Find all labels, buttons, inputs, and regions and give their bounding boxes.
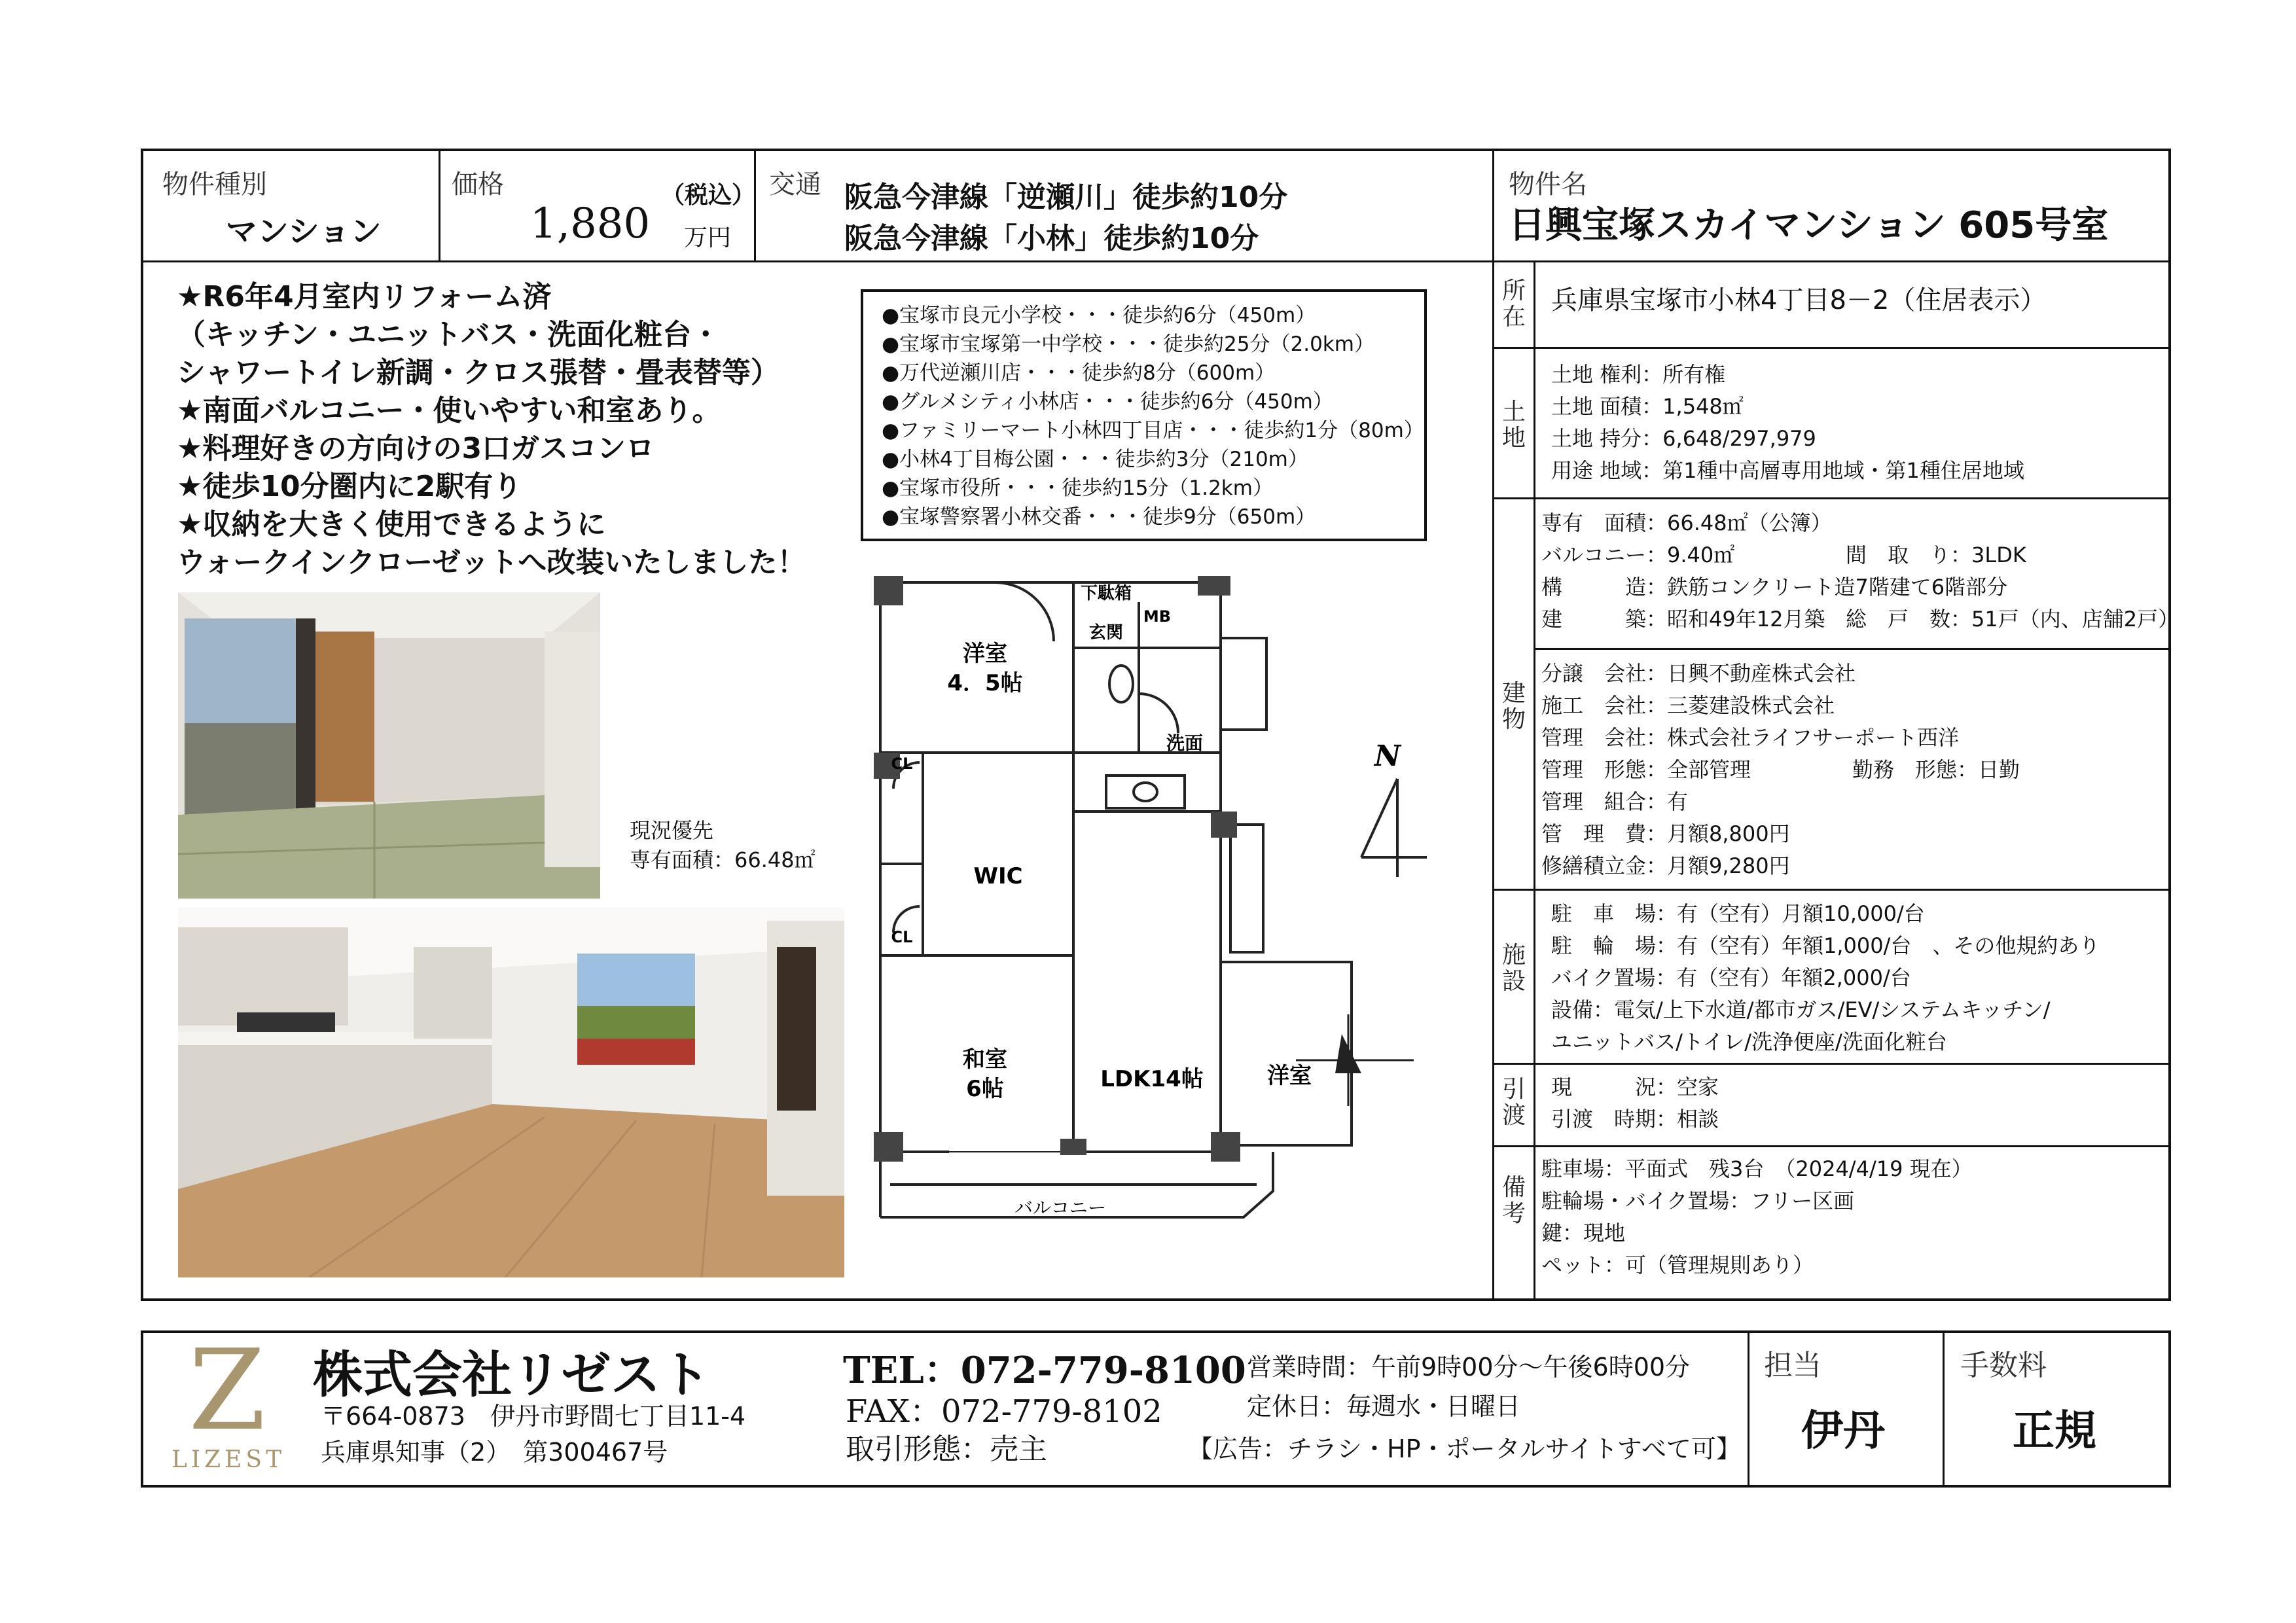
remarks-line: 駐輪場・バイク置場：フリー区画	[1541, 1188, 1855, 1213]
nearby-item: ●宝塚市良元小学校・・・徒歩約6分（450m）	[882, 304, 1316, 327]
room-label: 洋室	[963, 641, 1007, 667]
handover-line: 現 況：空家	[1551, 1075, 1719, 1099]
logo-letter: Z	[188, 1326, 266, 1455]
compass-label: N	[1374, 740, 1401, 773]
land-label: 土 地	[1501, 399, 1526, 452]
feature-line: ★R6年4月室内リフォーム済	[177, 280, 552, 313]
company-address: 〒664-0873 伊丹市野間七丁目11-4	[321, 1402, 746, 1431]
staff-label: 担当	[1764, 1349, 1821, 1382]
company-license: 兵庫県知事（2） 第300467号	[321, 1438, 668, 1467]
facility-block	[1551, 898, 2100, 1058]
handover-label: 引 渡	[1501, 1076, 1526, 1129]
building-line: 施工 会社：三菱建設株式会社	[1541, 693, 1835, 718]
facility-line: 設備：電気/上下水道/都市ガス/EV/システムキッチン/	[1551, 997, 2051, 1022]
remarks-block	[1541, 1153, 1973, 1281]
units-value: 総 戸 数：51戸（内、店舗2戸）	[1846, 607, 2179, 632]
name-label: 物件名	[1509, 169, 1587, 200]
trade-type: 取引形態：売主	[846, 1433, 1047, 1466]
land-line: 土地 面積：1,548㎡	[1551, 394, 1744, 419]
features-block	[177, 278, 806, 582]
nearby-item: ●万代逆瀬川店・・・徒歩約8分（600m）	[882, 361, 1276, 385]
building-line: 管理 形態：全部管理	[1541, 757, 1751, 782]
photo-ldk	[178, 908, 844, 1277]
location-label: 所 在	[1501, 277, 1526, 330]
building-line: 構 造：鉄筋コンクリート造7階建て6階部分	[1541, 575, 2008, 599]
divider	[141, 260, 2171, 262]
building-line: 修繕積立金：月額9,280円	[1541, 853, 1790, 878]
feature-line: シャワートイレ新調・クロス張替・畳表替等）	[177, 356, 780, 389]
location-value: 兵庫県宝塚市小林4丁目8－2（住居表示）	[1551, 285, 2047, 315]
feature-line: ★南面バルコニー・使いやすい和室あり。	[177, 394, 721, 427]
nearby-item: ●宝塚市役所・・・徒歩約15分（1.2km）	[882, 476, 1273, 500]
room-label: 下駄箱	[1080, 584, 1132, 603]
photo-note-2: 専有面積：66.48㎡	[630, 847, 816, 872]
staff-value: 伊丹	[1801, 1407, 1885, 1455]
room-label: 4．5帖	[947, 670, 1023, 696]
company-name: 株式会社リゼスト	[313, 1346, 711, 1404]
feature-line: ★料理好きの方向けの3口ガスコンロ	[177, 432, 655, 465]
room-label: CL	[891, 755, 913, 773]
feature-line: ★収納を大きく使用できるように	[177, 508, 606, 541]
price-unit: 万円	[684, 224, 732, 251]
nearby-box	[861, 289, 1427, 541]
room-label: 玄関	[1088, 623, 1124, 643]
divider	[1943, 1330, 1945, 1488]
facility-label: 施 設	[1501, 942, 1526, 995]
facility-line: 駐 輪 場：有（空有）年額1,000/台 、その他規約あり	[1551, 933, 2100, 958]
price-value: 1,880	[530, 200, 651, 248]
remarks-line: 鍵：現地	[1541, 1221, 1626, 1245]
divider	[1492, 1145, 2171, 1147]
building-line: 専有 面積：66.48㎡（公簿）	[1541, 510, 1832, 535]
feature-line: ★徒歩10分圏内に2駅有り	[177, 470, 522, 503]
logo	[171, 1326, 286, 1482]
building-line: 分譲 会社：日興不動産株式会社	[1541, 661, 1856, 686]
handover-line: 引渡 時期：相談	[1551, 1107, 1719, 1132]
price-label: 価格	[452, 169, 504, 200]
divider	[1534, 648, 2171, 650]
divider	[1492, 497, 2171, 499]
room-label: 洋室	[1267, 1063, 1312, 1089]
price-tax: （税込）	[661, 182, 756, 209]
photo-note-1: 現況優先	[630, 818, 714, 843]
nearby-item: ●宝塚市宝塚第一中学校・・・徒歩約25分（2.0km）	[882, 332, 1374, 356]
room-label: MB	[1143, 607, 1172, 626]
facility-line: バイク置場：有（空有）年額2,000/台	[1551, 965, 1911, 990]
room-label: 洗面	[1166, 732, 1204, 754]
business-hours: 営業時間：午前9時00分～午後6時00分	[1247, 1353, 1691, 1382]
land-line: 土地 権利：所有権	[1551, 362, 1726, 387]
nearby-item: ●小林4丁目梅公園・・・徒歩約3分（210m）	[882, 448, 1308, 471]
holidays: 定休日：毎週水・日曜日	[1247, 1392, 1521, 1421]
fax-number: FAX：072-779-8102	[846, 1393, 1162, 1430]
room-label: LDK14帖	[1100, 1066, 1204, 1092]
room-label: バルコニー	[1014, 1197, 1107, 1219]
room-label: 和室	[963, 1046, 1007, 1073]
transport-line-1: 阪急今津線「逆瀬川」徒歩約10分	[844, 181, 1288, 214]
feature-line: ウォークインクローゼットへ改装いたしました！	[177, 546, 806, 579]
room-label: 6帖	[966, 1076, 1004, 1102]
ad-note: 【広告：チラシ・HP・ポータルサイトすべて可】	[1188, 1435, 1741, 1463]
work-style: 勤務 形態：日勤	[1852, 757, 2020, 782]
building-line: 管理 会社：株式会社ライフサーポート西洋	[1541, 725, 1960, 750]
type-value: マンション	[226, 213, 382, 250]
feature-line: （キッチン・ユニットバス・洗面化粧台・	[177, 318, 721, 351]
transport-line-2: 阪急今津線「小林」徒歩約10分	[844, 222, 1259, 255]
remarks-label: 備 考	[1501, 1174, 1526, 1227]
building-line: 管 理 費：月額8,800円	[1541, 821, 1790, 846]
photo-japanese-room	[178, 592, 600, 899]
building-line: 建 築：昭和49年12月築	[1541, 607, 1825, 632]
transport-label: 交通	[769, 169, 821, 200]
room-label: WIC	[973, 863, 1023, 889]
handover-block	[1551, 1071, 1719, 1135]
building-label: 建 物	[1501, 680, 1526, 733]
divider	[439, 149, 440, 260]
property-name: 日興宝塚スカイマンション 605号室	[1509, 204, 2109, 247]
nearby-item: ●グルメシティ小林店・・・徒歩約6分（450m）	[882, 390, 1333, 414]
remarks-line: 駐車場：平面式 残3台 （2024/4/19 現在）	[1541, 1156, 1973, 1181]
land-line: 土地 持分：6,648/297,979	[1551, 426, 1816, 451]
type-label: 物件種別	[162, 169, 267, 200]
divider	[1748, 1330, 1749, 1488]
divider	[1492, 889, 2171, 891]
floor-plan	[864, 563, 1427, 1276]
fee-label: 手数料	[1960, 1349, 2047, 1382]
tel-number: TEL：072-779-8100	[843, 1349, 1246, 1392]
building-line: バルコニー：9.40㎡	[1541, 543, 1735, 567]
building-line: 管理 組合：有	[1541, 789, 1689, 814]
facility-line: ユニットバス/トイレ/洗浄便座/洗面化粧台	[1551, 1029, 1947, 1054]
layout-value: 間 取 り：3LDK	[1846, 543, 2026, 567]
divider	[1492, 149, 1494, 1301]
divider	[1492, 347, 2171, 349]
nearby-item: ●ファミリーマート小林四丁目店・・・徒歩約1分（80m）	[882, 419, 1424, 442]
divider	[1492, 1063, 2171, 1065]
room-label: CL	[891, 928, 913, 946]
land-line: 用途 地域：第1種中高層専用地域・第1種住居地域	[1551, 458, 2024, 483]
logo-text: LIZEST	[171, 1446, 286, 1473]
fee-value: 正規	[2013, 1407, 2096, 1455]
nearby-item: ●宝塚警察署小林交番・・・徒歩9分（650m）	[882, 505, 1316, 529]
remarks-line: ペット：可（管理規則あり）	[1541, 1253, 1814, 1277]
facility-line: 駐 車 場：有（空有）月額10,000/台	[1551, 901, 1925, 926]
land-block	[1551, 359, 2024, 487]
